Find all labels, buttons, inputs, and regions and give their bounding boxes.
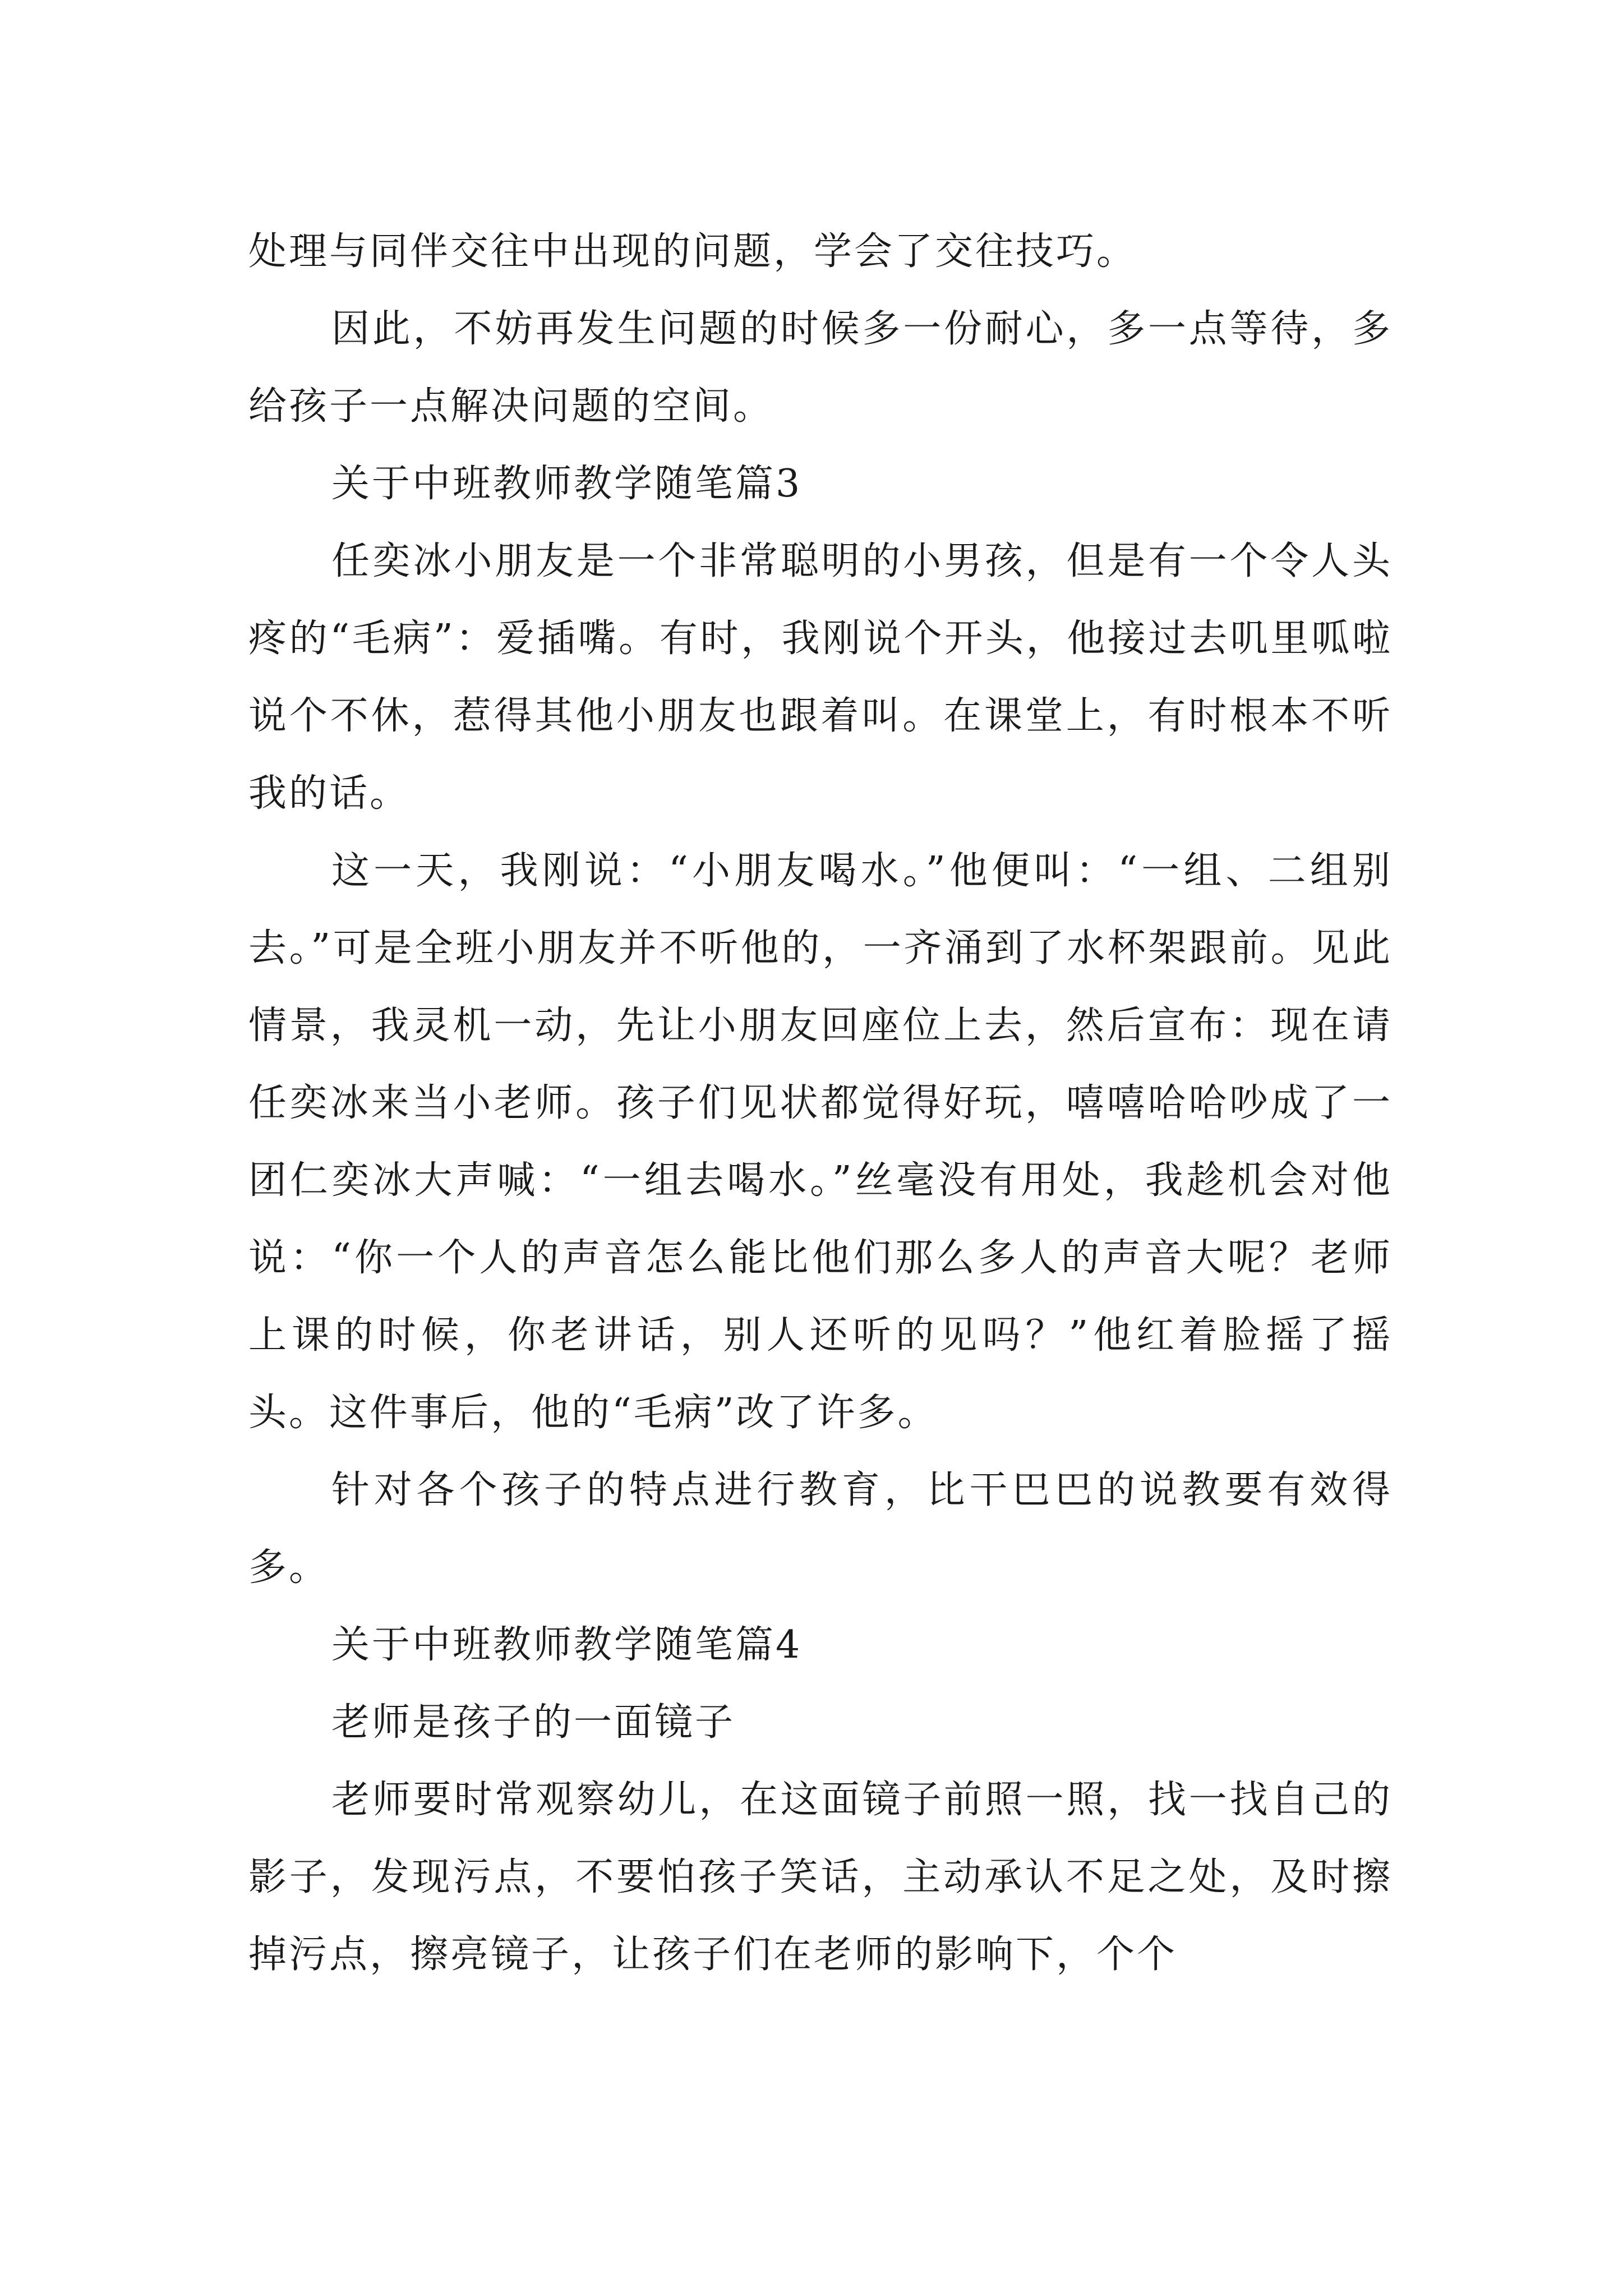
paragraph-continuation: 处理与同伴交往中出现的问题，学会了交往技巧。 [248, 229, 1137, 274]
paragraph-mirror-body: 老师要时常观察幼儿，在这面镜子前照一照，找一找自己的影子，发现污点，不要怕孩子笑话，主动承认不足之处，及时擦掉污点，擦亮镜子，让孩子们在老师的影响下，个个 [248, 1778, 1393, 1977]
paragraph-conclusion-3: 针对各个孩子的特点进行教育，比干巴巴的说教要有效得多。 [248, 1468, 1393, 1590]
paragraph-patience: 因此，不妨再发生问题的时候多一份耐心，多一点等待，多给孩子一点解决问题的空间。 [248, 307, 1393, 429]
section-heading-4: 关于中班教师教学随笔篇4 [331, 1623, 803, 1667]
document-body [248, 213, 1393, 1994]
paragraph-interrupting-child: 任奕冰小朋友是一个非常聪明的小男孩，但是有一个令人头疼的“毛病”：爱插嘴。有时，我刚说个开头，他接过去叽里呱啦说个不休，惹得其他小朋友也跟着叫。在课堂上，有时根本不听我的话。 [248, 539, 1393, 816]
section-heading-3: 关于中班教师教学随笔篇3 [331, 462, 803, 506]
paragraph-little-teacher: 这一天，我刚说：“小朋友喝水。”他便叫：“一组、二组别去。”可是全班小朋友并不听他的，一齐涌到了水杯架跟前。见此情景，我灵机一动，先让小朋友回座位上去，然后宣布：现在请任奕冰来当小老师。孩子们见状都觉得好玩，嘻嘻哈哈吵成了一团仁奕冰大声喊：“一组去喝水。”丝毫没有用处，我趁机会对他说：“你一个人的声音怎么能比他们那么多人的声音大呢？老师上课的时候，你老讲话，别人还听的见吗？”他红着脸摇了摇头。这件事后，他的“毛病”改了许多。 [248, 849, 1393, 1435]
paragraph-mirror-title: 老师是孩子的一面镜子 [331, 1700, 736, 1745]
